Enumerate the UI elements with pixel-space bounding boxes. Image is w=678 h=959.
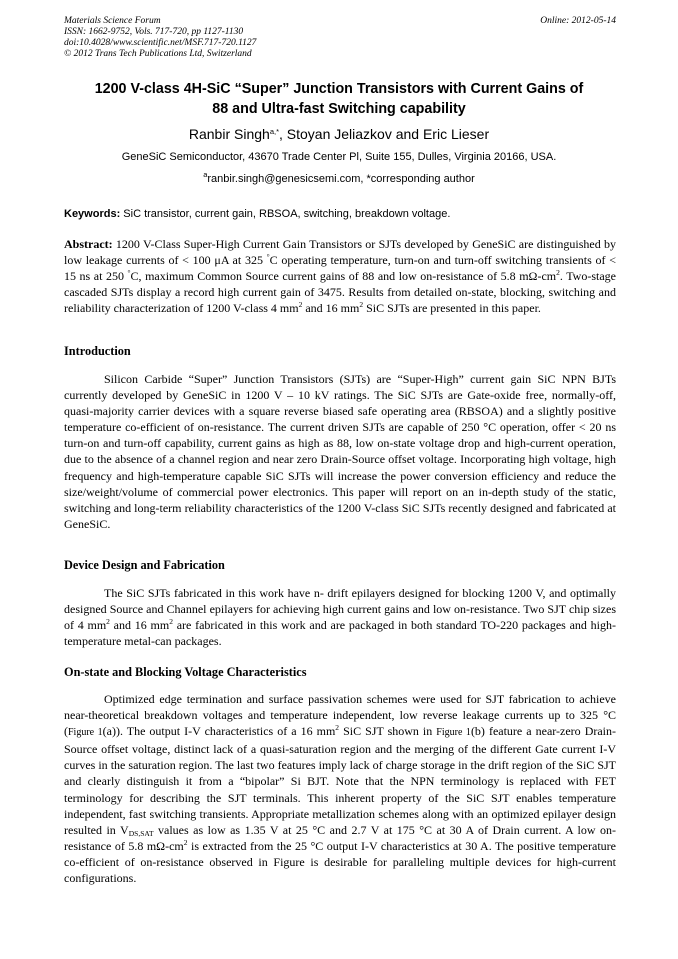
journal-name: Materials Science Forum [64,16,161,26]
onstate-text-2: (a)). The output I-V characteristics of a 16 mm [102,724,336,739]
introduction-paragraph: Silicon Carbide “Super” Junction Transistors (SJTs) are “Super-High” current gain SiC NPN BJTs currently developed by GeneSiC in 1200 V – 10 kV ratings. The SiC SJTs are Gate-oxide free, normally-off, quasi-majority carrier devices with a square reverse biased safe operating area (RBSOA) and a slightly positive temperature co-efficient of on-resistance. The current driven SJTs are capable of 250 °C operation, offer < 20 ns turn-on and turn-off capability, current gains as high as 88, low on-state voltage drop and high-current operation, due to the absence of a channel region and near zero Drain-Source offset voltage. Incorporating high voltage, high frequency and high-temperature capable SiC SJTs will increase the power conversion efficiency and reduce the size/weight/volume of commercial power electronics. This paper will report on an in-depth study of the static, switching and long-term reliability characteristics of the 1200 V-class SiC SJTs recently designed and fabricated at GeneSiC. [64,372,616,531]
design-heading: Device Design and Fabrication [64,558,225,572]
abstract-text-2: C operating temperature, turn-on and turn-off switching transients of < 15 ns at 250 [64,253,616,284]
figure-1b-link[interactable]: Figure 1 [436,727,471,739]
keywords-label: Keywords: [64,208,121,220]
email-mark: a [203,170,208,179]
online-date: Online: 2012-05-14 [540,16,616,26]
author-list [60,125,618,143]
keywords-text: SiC transistor, current gain, RBSOA, switching, breakdown voltage. [120,208,451,220]
abstract-label: Abstract: [64,237,113,251]
keywords [64,207,616,221]
contact-email [60,172,618,186]
onstate-text-5: values as low as 1.35 V at 25 °C and 2.7 V at 175 °C at 30 A of Drain current. A low on-resistance of 5.8 mΩ-cm [64,822,616,853]
squared-mark: 2 [298,300,303,310]
onstate-text-4: (b) feature a near-zero Drain-Source offset voltage, distinct lack of a quasi-saturation region and the merging of the different Gate current I-V curves in the saturation region. The last two features imply lack of charge storage in the drift region of the SiC SJT and clearly distinguish it from a “bipolar” Si BJT. Note that the NPN terminology is replaced with FET terminology for describing the SJT terminals. This inherent property of the SiC SJT enables temperature independent, fast switching transients. Appropriate metallization schemes along with an optimized epilayer design resulted in V [64,724,617,837]
abstract-text-1: 1200 V-Class Super-High Current Gain Transistors or SJTs developed by GeneSiC are distinguished by low leakage currents of < 100 μA at 325 [64,237,616,268]
onstate-heading: On-state and Blocking Voltage Characteristics [64,665,307,679]
onstate-text-1: Optimized edge termination and surface passivation schemes were used for SJT fabrication to achieve near-theoretical breakdown voltages and temperature independent, low reverse leakage currents up to 325 °C ( [64,692,616,739]
abstract-text-6: SiC SJTs are presented in this paper. [363,301,541,316]
copyright-line: © 2012 Trans Tech Publications Ltd, Switzerland [64,49,252,59]
squared-mark: 2 [335,723,340,733]
doi-line: doi:10.4028/www.scientific.net/MSF.717-720.1127 [64,38,257,48]
title-line-1: 1200 V-class 4H-SiC “Super” Junction Transistors with Current Gains of [94,81,584,97]
figure-1a-link[interactable]: Figure 1 [68,727,103,739]
issn-line: ISSN: 1662-9752, Vols. 717-720, pp 1127-1130 [64,27,244,37]
degree-mark: ° [127,268,131,278]
onstate-text-3: SiC SJT shown in [339,724,437,739]
squared-mark: 2 [106,617,110,627]
squared-mark: 2 [556,268,560,278]
page-header [64,16,616,60]
design-text-3: are fabricated in this work and are packaged in both standard TO-220 packages and high-temperature metal-can packages. [64,618,616,649]
abstract-text-4: . Two-stage cascaded SJTs display a record high current gain of 3475. Results from detailed on-state, blocking, switching and reliability characterization of 1200 V-class 4 mm [64,269,616,316]
abstract [64,236,616,316]
author-1: Ranbir Singh [188,126,270,142]
title-line-2: 88 and Ultra-fast Switching capability [212,101,466,117]
email-text: ranbir.singh@genesicsemi.com, *corresponding author [207,173,475,185]
abstract-text-5: and 16 mm [302,301,360,316]
squared-mark: 2 [169,617,173,627]
vds-sat-subscript: DS,SAT [128,828,154,838]
author-1-affiliation-mark: a,* [269,127,279,136]
squared-mark: 2 [359,300,364,310]
abstract-text-3: C, maximum Common Source current gains of 88 and low on-resistance of 5.8 mΩ-cm [130,269,557,284]
squared-mark: 2 [183,837,188,847]
design-paragraph [64,585,616,649]
degree-mark: ° [266,252,270,262]
onstate-text-6: is extracted from the 25 °C output I-V characteristics at 30 A. The positive temperature co-efficient of on-resistance observed in Figure is desirable for paralleling multiple devices for high-current configurations. [64,838,616,886]
onstate-paragraph [64,691,616,886]
other-authors: , Stoyan Jeliazkov and Eric Lieser [279,126,490,142]
affiliation: GeneSiC Semiconductor, 43670 Trade Center Pl, Suite 155, Dulles, Virginia 20166, USA. [121,151,557,163]
introduction-heading: Introduction [64,344,131,358]
design-text-1: The SiC SJTs fabricated in this work have n- drift epilayers designed for blocking 1200 V, and optimally designed Source and Channel epilayers for achieving high current gains and low on-resistance. Two SJT chip sizes of 4 mm [64,586,616,633]
design-text-2: and 16 mm [109,618,170,633]
paper-title [60,79,618,119]
